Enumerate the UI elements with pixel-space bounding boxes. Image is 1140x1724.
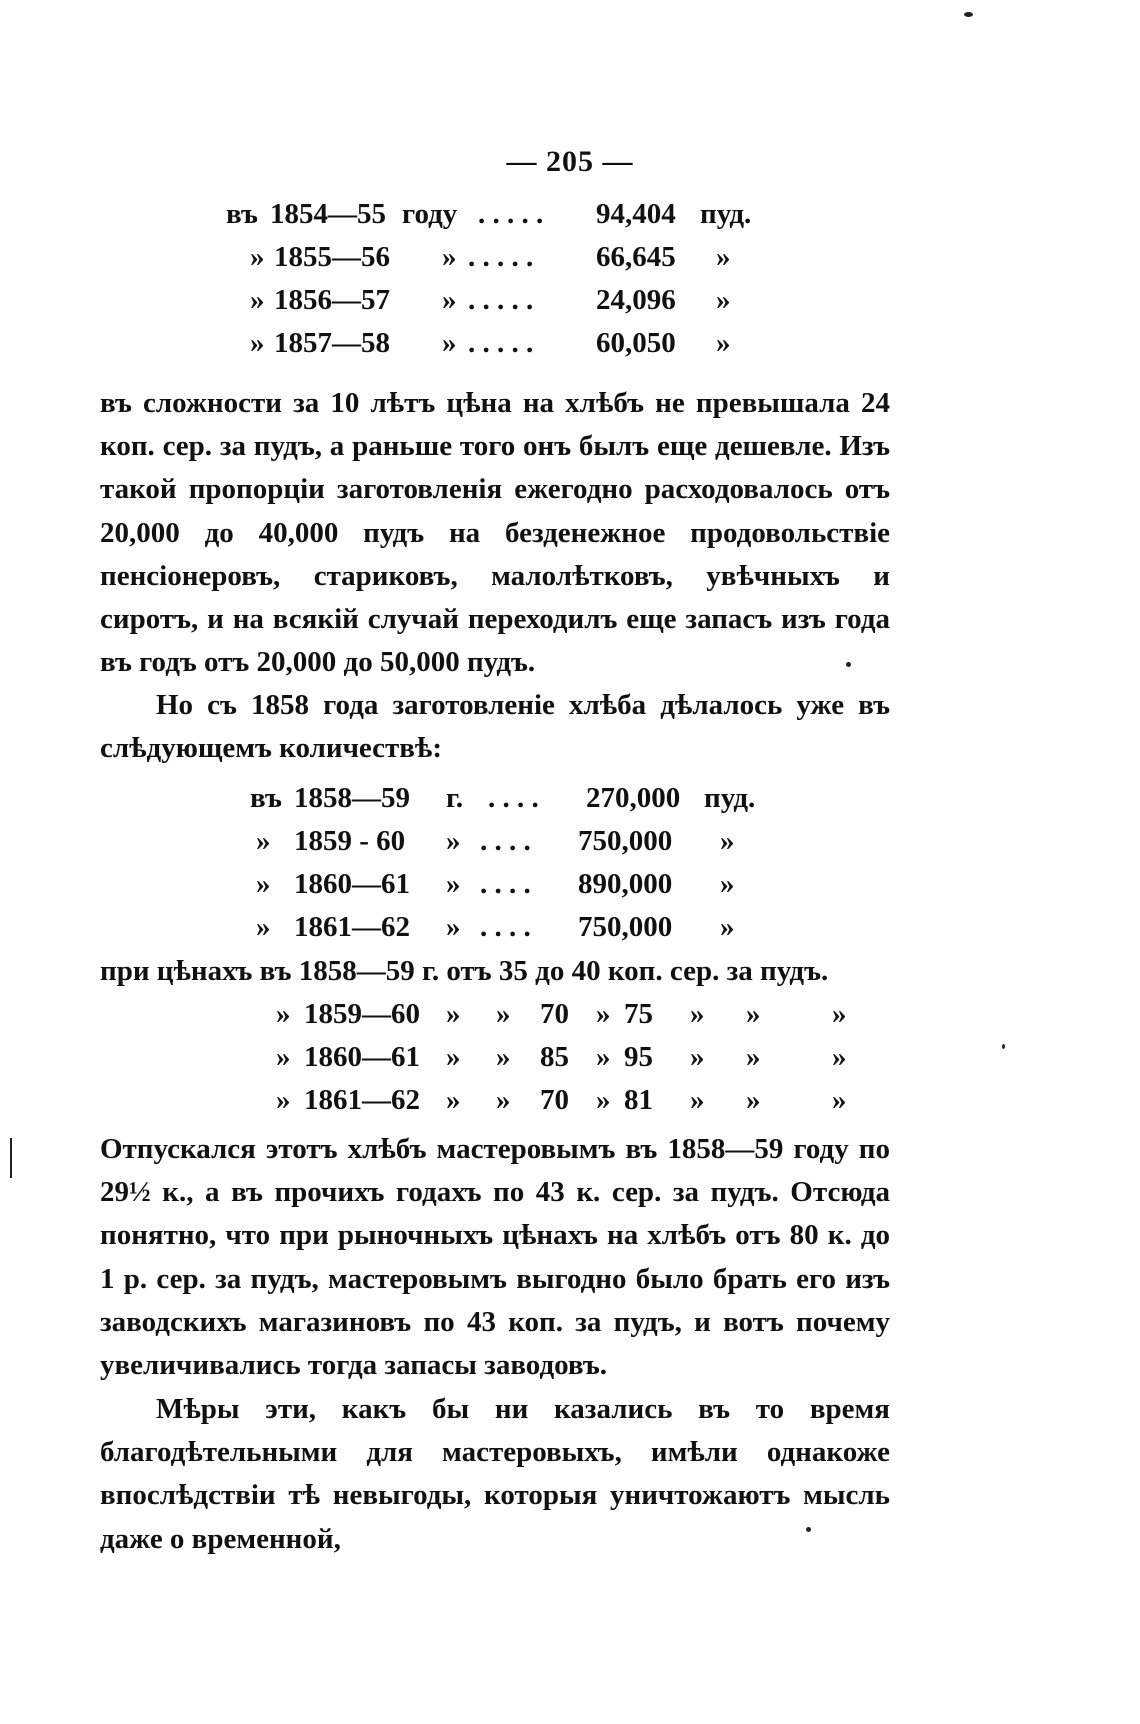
row-prefix: » <box>256 911 271 943</box>
row-col: » <box>496 1084 511 1116</box>
row-prefix: » <box>276 1084 291 1116</box>
row-col: » <box>832 1041 847 1073</box>
table-row <box>0 241 1140 277</box>
row-unit: » <box>446 868 461 900</box>
row-period: 1860—61 <box>294 868 410 900</box>
row-col: » <box>690 1041 705 1073</box>
row-col: » <box>690 998 705 1030</box>
row-amount: 66,645 <box>596 241 676 273</box>
table-row <box>0 284 1140 320</box>
table-row <box>0 327 1140 363</box>
row-prefix: » <box>250 241 265 273</box>
table-row <box>0 1084 1140 1120</box>
row-measure: » <box>716 327 731 359</box>
row-amount: 60,050 <box>596 327 676 359</box>
row-col: » <box>690 1084 705 1116</box>
paragraph-2: Но съ 1858 года заготовленіе хлѣба дѣлалось уже въ слѣдующемъ количествѣ: <box>100 689 890 765</box>
row-leader: . . . . . <box>478 198 544 230</box>
row-col: » <box>596 1041 611 1073</box>
row-unit: » <box>442 327 457 359</box>
row-col: » <box>496 998 511 1030</box>
row-period: 1854—55 <box>270 198 386 230</box>
row-to: 95 <box>624 1041 653 1073</box>
row-amount: 94,404 <box>596 198 676 230</box>
row-unit: г. <box>446 782 464 814</box>
paragraph-3: Отпускался этотъ хлѣбъ мастеровымъ въ 1858—59 году по 29½ к., а въ прочихъ годахъ по 43 к. сер. за пудъ. Отсюда понятно, что при рыночныхъ цѣнахъ на хлѣбъ отъ 80 к. до 1 р. сер. за пудъ, мастеровымъ выгодно было брать его изъ заводскихъ магазиновъ по 43 коп. за пудъ, и вотъ почему увеличивались тогда запасы заводовъ. <box>100 1133 890 1382</box>
table-row <box>0 911 1140 947</box>
row-unit: » <box>446 911 461 943</box>
row-measure: » <box>720 868 735 900</box>
row-leader: . . . . <box>480 868 531 900</box>
row-measure: пуд. <box>704 782 756 814</box>
row-col: » <box>596 1084 611 1116</box>
row-prefix: » <box>250 284 265 316</box>
row-col: » <box>446 998 461 1030</box>
row-leader: . . . . . <box>468 284 534 316</box>
row-col: » <box>746 1084 761 1116</box>
row-col: » <box>746 1041 761 1073</box>
row-period: 1859—60 <box>304 998 420 1030</box>
paragraph-1: въ сложности за 10 лѣтъ цѣна на хлѣбъ не превышала 24 коп. сер. за пудъ, а раньше того онъ былъ еще дешевле. Изъ такой пропорціи заготовленія ежегодно расходовалось отъ 20,000 до 40,000 пудъ на безденежное продовольствіе пенсіонеровъ, стариковъ, малолѣтковъ, увѣчныхъ и сиротъ, и на всякій случай переходилъ еще запасъ изъ года въ годъ отъ 20,000 до 50,000 пудъ. <box>100 387 890 679</box>
row-period: 1856—57 <box>274 284 390 316</box>
row-unit: » <box>442 241 457 273</box>
row-col: » <box>832 998 847 1030</box>
row-col: » <box>496 1041 511 1073</box>
row-prefix: » <box>250 327 265 359</box>
row-amount: 24,096 <box>596 284 676 316</box>
row-measure: » <box>720 911 735 943</box>
row-unit: » <box>442 284 457 316</box>
row-leader: . . . . <box>480 825 531 857</box>
table-row <box>0 868 1140 904</box>
scan-speck <box>1002 1044 1005 1049</box>
row-prefix: » <box>276 1041 291 1073</box>
row-prefix: » <box>256 825 271 857</box>
row-col: » <box>832 1084 847 1116</box>
row-measure: » <box>716 284 731 316</box>
row-unit: году <box>402 198 458 230</box>
row-from: 70 <box>540 998 569 1030</box>
table-row <box>0 782 1140 818</box>
row-col: » <box>746 998 761 1030</box>
row-col: » <box>596 998 611 1030</box>
row-from: 70 <box>540 1084 569 1116</box>
row-prefix: въ <box>226 198 258 230</box>
row-prefix: въ <box>250 782 282 814</box>
row-prefix: » <box>276 998 291 1030</box>
row-measure: пуд. <box>700 198 752 230</box>
row-from: 85 <box>540 1041 569 1073</box>
row-period: 1861—62 <box>294 911 410 943</box>
page-number: — 205 — <box>506 145 634 178</box>
row-amount: 890,000 <box>578 868 673 900</box>
row-leader: . . . . <box>488 782 539 814</box>
row-amount: 750,000 <box>578 911 673 943</box>
row-to: 81 <box>624 1084 653 1116</box>
paragraph-4: Мѣры эти, какъ бы ни казались въ то время благодѣтельными для мастеровыхъ, имѣли однакоже впослѣдствіи тѣ невыгоды, которыя уничтожаютъ мысль даже о временной, <box>100 1393 890 1555</box>
row-measure: » <box>720 825 735 857</box>
row-amount: 270,000 <box>586 782 681 814</box>
row-period: 1855—56 <box>274 241 390 273</box>
row-period: 1861—62 <box>304 1084 420 1116</box>
row-leader: . . . . . <box>468 327 534 359</box>
scan-speck <box>806 1527 811 1532</box>
scan-speck <box>964 12 973 17</box>
prices-lead-line: при цѣнахъ въ 1858—59 г. отъ 35 до 40 коп. сер. за пудъ. <box>100 955 829 987</box>
row-period: 1859 - 60 <box>294 825 406 857</box>
row-unit: » <box>446 825 461 857</box>
row-col: » <box>446 1084 461 1116</box>
row-prefix: » <box>256 868 271 900</box>
scan-speck <box>846 662 851 667</box>
row-period: 1857—58 <box>274 327 390 359</box>
row-to: 75 <box>624 998 653 1030</box>
table-row <box>0 998 1140 1034</box>
row-col: » <box>446 1041 461 1073</box>
row-amount: 750,000 <box>578 825 673 857</box>
scan-speck <box>10 1138 12 1178</box>
table-row <box>0 825 1140 861</box>
table-row <box>0 1041 1140 1077</box>
row-measure: » <box>716 241 731 273</box>
row-period: 1860—61 <box>304 1041 420 1073</box>
table-row <box>0 198 1140 234</box>
row-leader: . . . . . <box>468 241 534 273</box>
row-leader: . . . . <box>480 911 531 943</box>
row-period: 1858—59 <box>294 782 410 814</box>
